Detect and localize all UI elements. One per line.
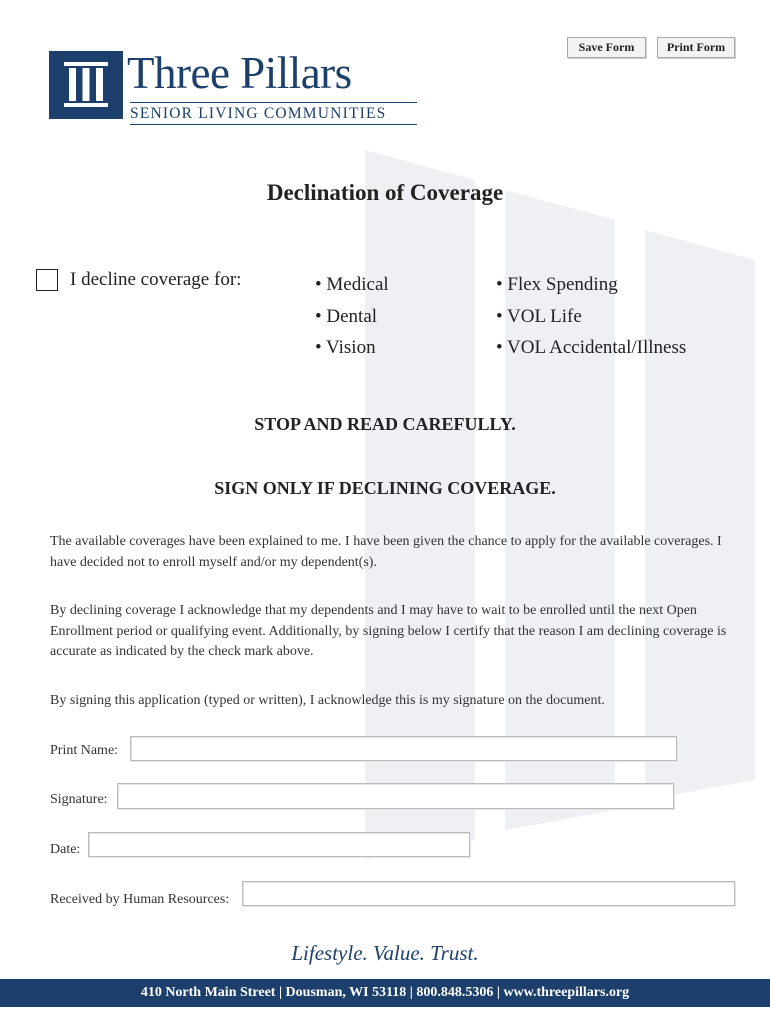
coverage-item: • Flex Spending (496, 274, 618, 295)
footer-address: 410 North Main Street | Dousman, WI 53118 | 800.848.5306 | www.threepillars.org (0, 979, 770, 1007)
warning-heading: STOP AND READ CAREFULLY. (254, 414, 516, 434)
save-form-button[interactable]: Save Form (567, 37, 646, 58)
signature-input[interactable] (117, 783, 674, 809)
print-name-label: Print Name: (50, 743, 119, 758)
coverage-item: • VOL Accidental/Illness (496, 337, 687, 358)
warning-heading: SIGN ONLY IF DECLINING COVERAGE. (214, 478, 556, 498)
tagline: Lifestyle. Value. Trust. (291, 941, 479, 965)
decline-checkbox[interactable] (36, 269, 58, 291)
coverage-item: • VOL Life (496, 305, 582, 327)
signature-label: Signature: (50, 792, 108, 807)
acknowledgement-paragraph: By declining coverage I acknowledge that my dependents and I may have to wait to be enrolled until the next Open Enrollment period or qualifying event. Additionally, by signing below I certify that the reason I am declining coverage is accurate as indicated by the check mark above. (50, 603, 727, 659)
coverage-list-right (496, 269, 686, 364)
date-input[interactable] (88, 832, 470, 857)
coverage-item: • Vision (315, 337, 376, 358)
page-title: Declination of Coverage (266, 180, 504, 205)
received-by-input[interactable] (242, 881, 735, 906)
explanation-paragraph: The available coverages have been explained to me. I have been given the chance to apply for the available coverages. I have decided not to enroll myself and/or my dependent(s). (50, 534, 722, 570)
coverage-item: • Medical (315, 274, 389, 295)
date-label: Date: (50, 842, 81, 857)
coverage-list-left (315, 269, 389, 364)
decline-label: I decline coverage for: (70, 269, 242, 290)
pillars-logo-icon (49, 51, 123, 119)
signature-paragraph: By signing this application (typed or written), I acknowledge this is my signature on the document. (50, 693, 605, 708)
logo-subtitle: SENIOR LIVING COMMUNITIES (130, 105, 387, 122)
logo-name: Three Pillars (127, 48, 352, 98)
received-by-label: Received by Human Resources: (50, 892, 230, 907)
print-form-button[interactable]: Print Form (657, 37, 735, 58)
logo-divider (130, 124, 417, 125)
coverage-item: • Dental (315, 305, 378, 327)
print-name-input[interactable] (130, 736, 677, 761)
logo-divider (130, 102, 417, 103)
